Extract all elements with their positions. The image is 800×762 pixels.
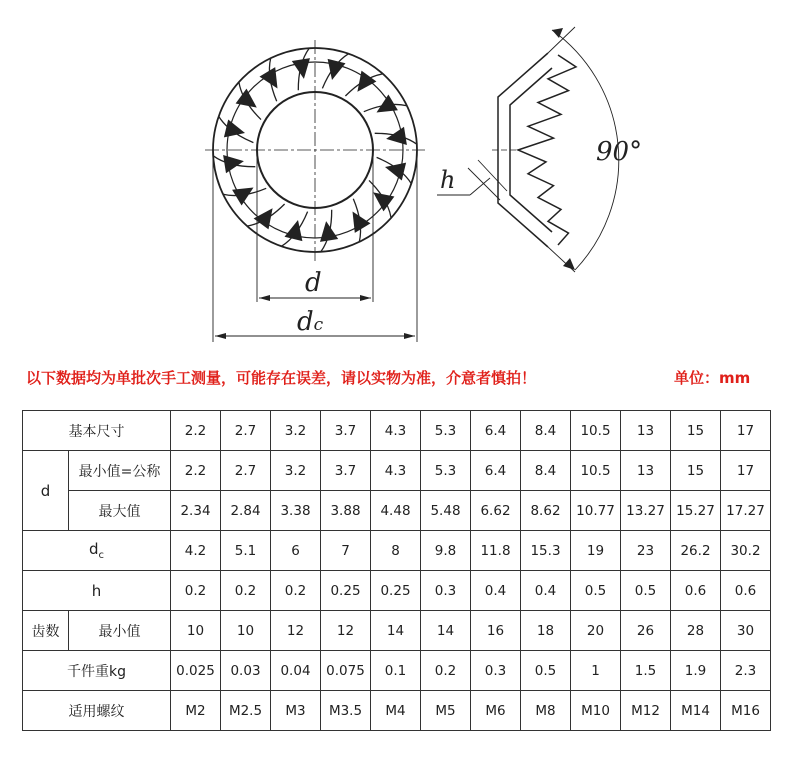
row-label-teeth: 最小值 xyxy=(69,611,171,651)
weight-cell: 1.5 xyxy=(621,651,671,691)
washer-side-view xyxy=(437,27,619,272)
teeth-cell: 18 xyxy=(521,611,571,651)
dmax-cell: 3.38 xyxy=(271,491,321,531)
notice-bar xyxy=(0,362,800,392)
base-cell: 10.5 xyxy=(571,411,621,451)
washer-tooth-mark xyxy=(377,95,398,113)
teeth-cell: 14 xyxy=(371,611,421,651)
h-cell: 0.2 xyxy=(171,571,221,611)
h-cell: 0.6 xyxy=(671,571,721,611)
dim-d-label: d xyxy=(305,268,322,298)
dmin-cell: 2.7 xyxy=(221,451,271,491)
row-teeth xyxy=(23,611,771,651)
teeth-cell: 26 xyxy=(621,611,671,651)
dc-cell: 6 xyxy=(271,531,321,571)
teeth-cell: 14 xyxy=(421,611,471,651)
group-label-teeth: 齿数 xyxy=(23,611,69,651)
weight-cell: 1.9 xyxy=(671,651,721,691)
teeth-cell: 16 xyxy=(471,611,521,651)
dim-h-label: h xyxy=(440,166,456,194)
washer-tooth-mark xyxy=(353,212,371,233)
row-label-dc: $d_c$ xyxy=(23,531,171,571)
base-cell: 5.3 xyxy=(421,411,471,451)
dmax-cell: 3.88 xyxy=(321,491,371,531)
washer-tooth-mark xyxy=(373,192,394,211)
dmin-cell: 17 xyxy=(721,451,771,491)
row-label-dmax: 最大值 xyxy=(69,491,171,531)
notice-text: 以下数据均为单批次手工测量，可能存在误差，请以实物为准，介意者慎拍！ xyxy=(26,369,537,387)
dmin-cell: 10.5 xyxy=(571,451,621,491)
row-weight xyxy=(23,651,771,691)
weight-cell: 0.1 xyxy=(371,651,421,691)
weight-cell: 2.3 xyxy=(721,651,771,691)
h-cell: 0.4 xyxy=(471,571,521,611)
row-label-base: 基本尺寸 xyxy=(23,411,171,451)
thread-cell: M3.5 xyxy=(321,691,371,731)
row-label-dmin: 最小值=公称 xyxy=(69,451,171,491)
dmax-cell: 13.27 xyxy=(621,491,671,531)
weight-cell: 0.5 xyxy=(521,651,571,691)
row-h xyxy=(23,571,771,611)
teeth-cell: 12 xyxy=(271,611,321,651)
h-cell: 0.3 xyxy=(421,571,471,611)
row-label-h: h xyxy=(23,571,171,611)
dc-cell: 4.2 xyxy=(171,531,221,571)
dmax-cell: 15.27 xyxy=(671,491,721,531)
washer-tooth-mark xyxy=(223,155,244,173)
thread-cell: M14 xyxy=(671,691,721,731)
weight-cell: 0.075 xyxy=(321,651,371,691)
row-thread xyxy=(23,691,771,731)
group-label-d: d xyxy=(23,451,69,531)
h-cell: 0.5 xyxy=(571,571,621,611)
row-dc xyxy=(23,531,771,571)
row-label-weight: 千件重kg xyxy=(23,651,171,691)
dmax-cell: 6.62 xyxy=(471,491,521,531)
h-cell: 0.25 xyxy=(321,571,371,611)
dc-cell: 19 xyxy=(571,531,621,571)
weight-cell: 0.3 xyxy=(471,651,521,691)
h-cell: 0.2 xyxy=(221,571,271,611)
dc-cell: 26.2 xyxy=(671,531,721,571)
angle-label: 90° xyxy=(596,137,643,167)
teeth-cell: 10 xyxy=(171,611,221,651)
dmax-cell: 4.48 xyxy=(371,491,421,531)
h-cell: 0.5 xyxy=(621,571,671,611)
side-teeth-profile xyxy=(518,55,576,245)
dmin-cell: 3.7 xyxy=(321,451,371,491)
teeth-cell: 10 xyxy=(221,611,271,651)
washer-tooth-mark xyxy=(260,67,278,88)
weight-cell: 0.025 xyxy=(171,651,221,691)
dmax-cell: 17.27 xyxy=(721,491,771,531)
washer-tooth-mark xyxy=(385,163,406,181)
washer-tooth-mark xyxy=(254,208,273,229)
dc-cell: 30.2 xyxy=(721,531,771,571)
dmin-cell: 6.4 xyxy=(471,451,521,491)
washer-tooth-mark xyxy=(285,220,303,241)
h-cell: 0.25 xyxy=(371,571,421,611)
thread-cell: M2 xyxy=(171,691,221,731)
base-cell: 15 xyxy=(671,411,721,451)
teeth-cell: 12 xyxy=(321,611,371,651)
base-cell: 3.7 xyxy=(321,411,371,451)
base-cell: 6.4 xyxy=(471,411,521,451)
base-cell: 17 xyxy=(721,411,771,451)
dmin-cell: 5.3 xyxy=(421,451,471,491)
base-cell: 13 xyxy=(621,411,671,451)
dc-cell: 5.1 xyxy=(221,531,271,571)
dmax-cell: 2.84 xyxy=(221,491,271,531)
thread-cell: M8 xyxy=(521,691,571,731)
dc-cell: 23 xyxy=(621,531,671,571)
teeth-cell: 20 xyxy=(571,611,621,651)
thread-cell: M10 xyxy=(571,691,621,731)
dmin-cell: 15 xyxy=(671,451,721,491)
dmin-cell: 13 xyxy=(621,451,671,491)
dmin-cell: 8.4 xyxy=(521,451,571,491)
unit-text: 单位：mm xyxy=(674,369,751,387)
row-label-thread: 适用螺纹 xyxy=(23,691,171,731)
weight-cell: 0.2 xyxy=(421,651,471,691)
dmin-cell: 3.2 xyxy=(271,451,321,491)
dc-cell: 15.3 xyxy=(521,531,571,571)
thread-cell: M6 xyxy=(471,691,521,731)
dmax-cell: 8.62 xyxy=(521,491,571,531)
washer-tooth-mark xyxy=(236,89,257,108)
h-cell: 0.6 xyxy=(721,571,771,611)
base-cell: 4.3 xyxy=(371,411,421,451)
dmax-cell: 5.48 xyxy=(421,491,471,531)
washer-tooth-mark xyxy=(292,58,310,79)
dc-cell: 8 xyxy=(371,531,421,571)
row-base xyxy=(23,411,771,451)
thread-cell: M3 xyxy=(271,691,321,731)
dim-dc-label: dc xyxy=(297,307,324,337)
washer-tooth-mark xyxy=(357,71,376,92)
dmin-cell: 4.3 xyxy=(371,451,421,491)
row-dmax xyxy=(23,491,771,531)
dmin-cell: 2.2 xyxy=(171,451,221,491)
h-cell: 0.4 xyxy=(521,571,571,611)
dmax-cell: 10.77 xyxy=(571,491,621,531)
teeth-cell: 28 xyxy=(671,611,721,651)
thread-cell: M5 xyxy=(421,691,471,731)
base-cell: 3.2 xyxy=(271,411,321,451)
thread-cell: M4 xyxy=(371,691,421,731)
h-cell: 0.2 xyxy=(271,571,321,611)
washer-tooth-mark xyxy=(224,120,245,138)
dmax-cell: 2.34 xyxy=(171,491,221,531)
base-cell: 2.2 xyxy=(171,411,221,451)
row-dmin xyxy=(23,451,771,491)
dc-cell: 9.8 xyxy=(421,531,471,571)
washer-technical-drawing xyxy=(0,0,800,360)
washer-tooth-mark xyxy=(320,221,338,242)
weight-cell: 0.03 xyxy=(221,651,271,691)
weight-cell: 1 xyxy=(571,651,621,691)
spec-table xyxy=(22,410,771,731)
washer-tooth-mark xyxy=(232,188,253,206)
weight-cell: 0.04 xyxy=(271,651,321,691)
thread-cell: M12 xyxy=(621,691,671,731)
washer-tooth-mark xyxy=(328,59,346,80)
thread-cell: M2.5 xyxy=(221,691,271,731)
base-cell: 8.4 xyxy=(521,411,571,451)
washer-tooth-mark xyxy=(386,127,407,145)
base-cell: 2.7 xyxy=(221,411,271,451)
teeth-cell: 30 xyxy=(721,611,771,651)
dc-cell: 11.8 xyxy=(471,531,521,571)
thread-cell: M16 xyxy=(721,691,771,731)
dc-cell: 7 xyxy=(321,531,371,571)
